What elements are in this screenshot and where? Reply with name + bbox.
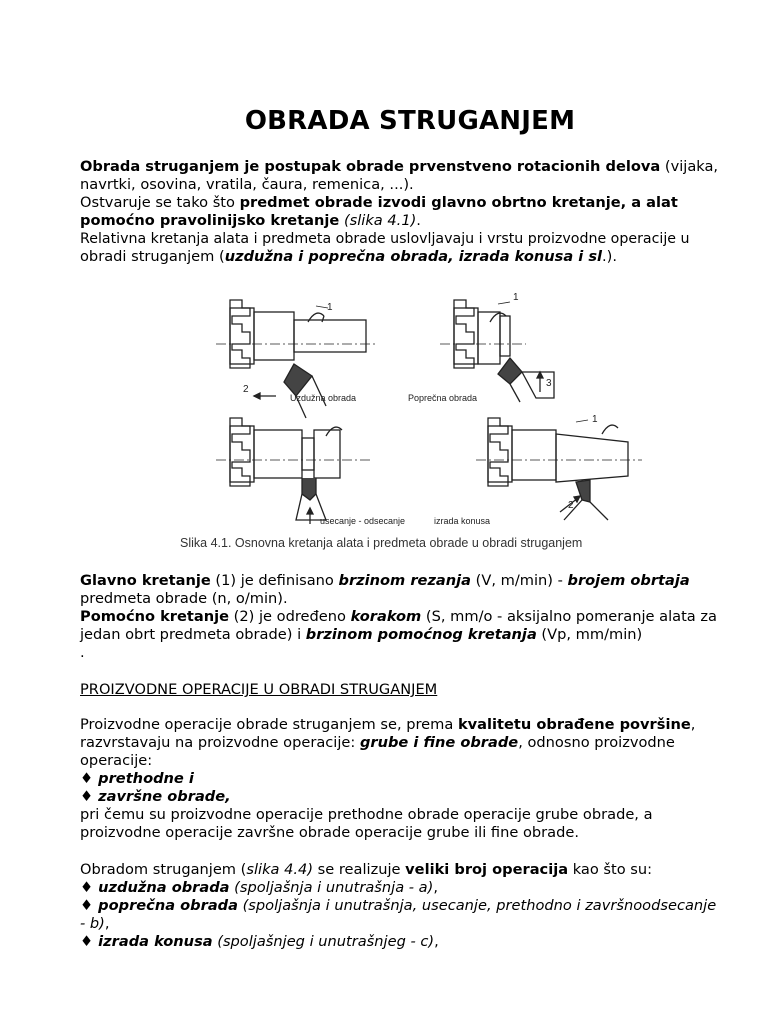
intro-line xyxy=(80,212,750,230)
label-main-motion: 1 xyxy=(513,292,519,303)
term-main-motion: Glavno kretanje xyxy=(80,572,211,589)
movements-line xyxy=(80,608,750,626)
label-main-motion: 1 xyxy=(592,414,598,425)
figure-lathe-movements xyxy=(176,288,656,560)
operations-paragraph xyxy=(80,716,750,842)
intro-bold-text: pomoćno pravolinijsko kretanje xyxy=(80,212,340,229)
label-taper: izrada konusa xyxy=(434,516,491,526)
examples-text: Obradom struganjem ( xyxy=(80,861,247,878)
bullet-detail: - b) xyxy=(80,915,105,932)
term-feed-motion: Pomoćno kretanje xyxy=(80,608,230,625)
intro-text: .). xyxy=(602,248,618,265)
operations-line xyxy=(80,734,750,752)
movements-text: (S, mm/o - aksijalno pomeranje alata za xyxy=(421,608,717,625)
movements-paragraph xyxy=(80,572,750,662)
intro-line: Relativna kretanja alata i predmeta obrade uslovljavaju i vrstu proizvodne operacije u xyxy=(80,231,690,247)
figure-caption: Slika 4.1. Osnovna kretanja alata i predmeta obrade u obradi struganjem xyxy=(180,536,583,550)
examples-text: kao što su: xyxy=(568,861,653,878)
section-heading: PROIZVODNE OPERACIJE U OBRADI STRUGANJEM xyxy=(80,681,438,698)
lathe-diagram xyxy=(176,288,656,560)
intro-text: . xyxy=(416,212,421,229)
movements-text: (V, m/min) - xyxy=(471,572,568,589)
bullet-term: ♦ uzdužna obrada xyxy=(80,879,230,896)
examples-text: , xyxy=(434,933,439,950)
term-feed-speed: brzinom pomoćnog kretanja xyxy=(305,626,537,643)
examples-text: , xyxy=(104,915,110,932)
intro-text: Ostvaruje se tako što xyxy=(80,194,240,211)
examples-text: , xyxy=(433,879,438,896)
bullet-detail: (spoljašnja i unutrašnja, usecanje, prethodno i završnoodsecanje xyxy=(237,897,717,914)
bullet-detail: (spoljašnja i unutrašnja - a) xyxy=(229,879,434,896)
label-feed-motion: 2 xyxy=(243,384,249,395)
bullet-item: ♦ završne obrade, xyxy=(80,788,231,805)
movements-text: (1) je definisano xyxy=(210,572,339,589)
label-feed-motion: 3 xyxy=(546,378,552,389)
intro-text: (vijaka, xyxy=(660,158,719,175)
label-transverse: Poprečna obrada xyxy=(408,393,478,403)
intro-bold-italic-text: uzdužna i poprečna obrada, izrada konusa i sl xyxy=(224,248,603,265)
intro-bold-text: Obrada struganjem je postupak obrade prvenstveno rotacionih delova xyxy=(80,158,661,175)
term-feed: korakom xyxy=(350,608,422,625)
movements-line: . xyxy=(80,644,85,661)
label-longitudinal: Uzdužna obrada xyxy=(290,393,357,403)
intro-line xyxy=(80,158,750,176)
term-rough-fine: grube i fine obrade xyxy=(359,734,519,751)
movements-text: jedan obrt predmeta obrade) i xyxy=(80,626,306,643)
bullet-detail: (spoljašnjeg i unutrašnjeg - c) xyxy=(212,933,435,950)
bullet-item xyxy=(80,879,750,897)
operations-text: , odnosno proizvodne xyxy=(518,734,675,751)
intro-text: obradi struganjem ( xyxy=(80,248,225,265)
movements-line: predmeta obrade (n, o/min). xyxy=(80,590,288,607)
panel-taper xyxy=(476,418,642,520)
movements-text: (Vp, mm/min) xyxy=(536,626,643,643)
bullet-item-continued xyxy=(80,915,750,933)
operations-text: , xyxy=(690,716,696,733)
examples-text: se realizuje xyxy=(313,861,406,878)
intro-line xyxy=(80,248,750,266)
term-rpm: brojem obrtaja xyxy=(567,572,690,589)
bullet-term: ♦ izrada konusa xyxy=(80,933,213,950)
movements-text: (2) je određeno xyxy=(229,608,351,625)
intro-bold-text: predmet obrade izvodi glavno obrtno kretanje, a alat xyxy=(239,194,678,211)
operations-text: Proizvodne operacije obrade struganjem se, prema xyxy=(80,716,458,733)
operations-line: pri čemu su proizvodne operacije prethodne obrade operacije grube obrade, a xyxy=(80,806,653,823)
panel-transverse xyxy=(440,300,554,402)
operations-line xyxy=(80,716,750,734)
intro-paragraph xyxy=(80,158,750,266)
operations-line: operacije: xyxy=(80,752,153,769)
intro-line xyxy=(80,194,750,212)
term-surface-quality: kvalitetu obrađene površine xyxy=(457,716,691,733)
term-many-operations: veliki broj operacija xyxy=(405,861,569,878)
figure-reference: slika 4.4) xyxy=(246,861,314,878)
page-title: OBRADA STRUGANJEM xyxy=(244,106,576,136)
bullet-item xyxy=(80,897,750,915)
examples-line xyxy=(80,861,750,879)
panel-grooving xyxy=(216,418,372,524)
operations-text: razvrstavaju na proizvodne operacije: xyxy=(80,734,360,751)
operations-line: proizvodne operacije završne obrade operacije grube ili fine obrade. xyxy=(80,824,580,841)
bullet-item: ♦ prethodne i xyxy=(80,770,194,787)
movements-line xyxy=(80,626,750,644)
bullet-term: ♦ poprečna obrada xyxy=(80,897,238,914)
label-feed-motion: 2 xyxy=(568,500,574,511)
bullet-item xyxy=(80,933,750,951)
figure-reference: (slika 4.1) xyxy=(339,212,417,229)
movements-line xyxy=(80,572,750,590)
label-grooving: usecanje - odsecanje xyxy=(320,516,406,526)
examples-paragraph xyxy=(80,861,750,951)
term-cutting-speed: brzinom rezanja xyxy=(338,572,472,589)
intro-line: navrtki, osovina, vratila, čaura, remenica, ...). xyxy=(80,176,414,193)
label-main-motion: 1 xyxy=(327,302,333,313)
